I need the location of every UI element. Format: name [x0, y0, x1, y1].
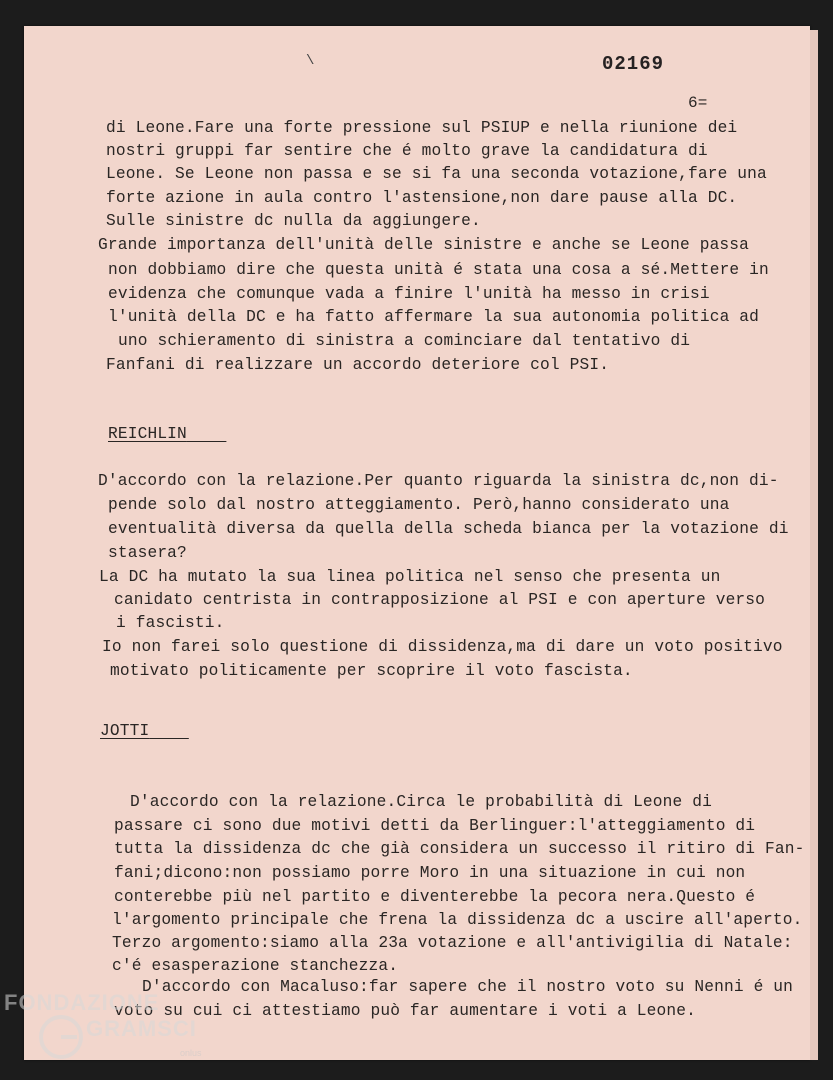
text-line: Leone. Se Leone non passa e se si fa una seconda votazione,fare una: [106, 165, 767, 183]
page-number: 6=: [688, 94, 708, 112]
text-line: l'unità della DC e ha fatto affermare la sua autonomia politica ad: [108, 308, 760, 326]
tick-mark: \: [306, 53, 315, 69]
text-line: canidato centrista in contrapposizione al PSI e con aperture verso: [114, 591, 766, 609]
text-line: pende solo dal nostro atteggiamento. Però,hanno considerato una: [108, 496, 730, 514]
text-line: c'é esasperazione stanchezza.: [112, 957, 399, 975]
text-line: La DC ha mutato la sua linea politica nel senso che presenta un: [99, 568, 721, 586]
text-line: passare ci sono due motivi detti da Berlinguer:l'atteggiamento di: [114, 817, 756, 835]
watermark-line-3: onlus: [180, 1048, 202, 1058]
text-line: fani;dicono:non possiamo porre Moro in una situazione in cui non: [114, 864, 746, 882]
text-line: eventualità diversa da quella della scheda bianca per la votazione di: [108, 520, 789, 538]
text-line: Io non farei solo questione di dissidenza,ma di dare un voto positivo: [102, 638, 783, 656]
watermark-line-2: GRAMSCI: [86, 1016, 197, 1041]
text-line: D'accordo con la relazione.Per quanto riguarda la sinistra dc,non di-: [98, 472, 779, 490]
speaker-heading: REICHLIN: [108, 425, 187, 443]
text-line: nostri gruppi far sentire che é molto grave la candidatura di: [106, 142, 708, 160]
text-line: di Leone.Fare una forte pressione sul PSIUP e nella riunione dei: [106, 119, 738, 137]
text-line: non dobbiamo dire che questa unità é stata una cosa a sé.Mettere in: [108, 261, 769, 279]
text-line: forte azione in aula contro l'astensione,non dare pause alla DC.: [106, 189, 738, 207]
text-line: voto su cui ci attestiamo può far aumentare i voti a Leone.: [114, 1002, 696, 1020]
text-line: l'argomento principale che frena la dissidenza dc a uscire all'aperto.: [112, 911, 803, 929]
text-line: D'accordo con Macaluso:far sapere che il nostro voto su Nenni é un: [142, 978, 794, 996]
text-line: evidenza che comunque vada a finire l'unità ha messo in crisi: [108, 285, 710, 303]
gramsci-logo-icon: [36, 1012, 86, 1062]
text-line: Sulle sinistre dc nulla da aggiungere.: [106, 212, 481, 230]
text-line: uno schieramento di sinistra a cominciare dal tentativo di: [118, 332, 691, 350]
watermark-line-1: FONDAZIONE: [4, 990, 160, 1015]
text-line: D'accordo con la relazione.Circa le probabilità di Leone di: [130, 793, 712, 811]
document-number: 02169: [602, 53, 665, 75]
text-line: tutta la dissidenza dc che già considera un successo il ritiro di Fan-: [114, 840, 805, 858]
text-line: motivato politicamente per scoprire il voto fascista.: [110, 662, 633, 680]
text-line: Terzo argomento:siamo alla 23a votazione e all'antivigilia di Natale:: [112, 934, 793, 952]
text-line: Grande importanza dell'unità delle sinistre e anche se Leone passa: [98, 236, 750, 254]
fondazione-gramsci-watermark: [4, 990, 204, 1070]
speaker-heading: JOTTI: [100, 722, 150, 740]
page-edge: [810, 30, 818, 1060]
text-line: i fascisti.: [116, 614, 225, 632]
text-line: stasera?: [108, 544, 187, 562]
text-line: Fanfani di realizzare un accordo deteriore col PSI.: [106, 356, 610, 374]
text-line: conterebbe più nel partito e diventerebbe la pecora nera.Questo é: [114, 888, 756, 906]
